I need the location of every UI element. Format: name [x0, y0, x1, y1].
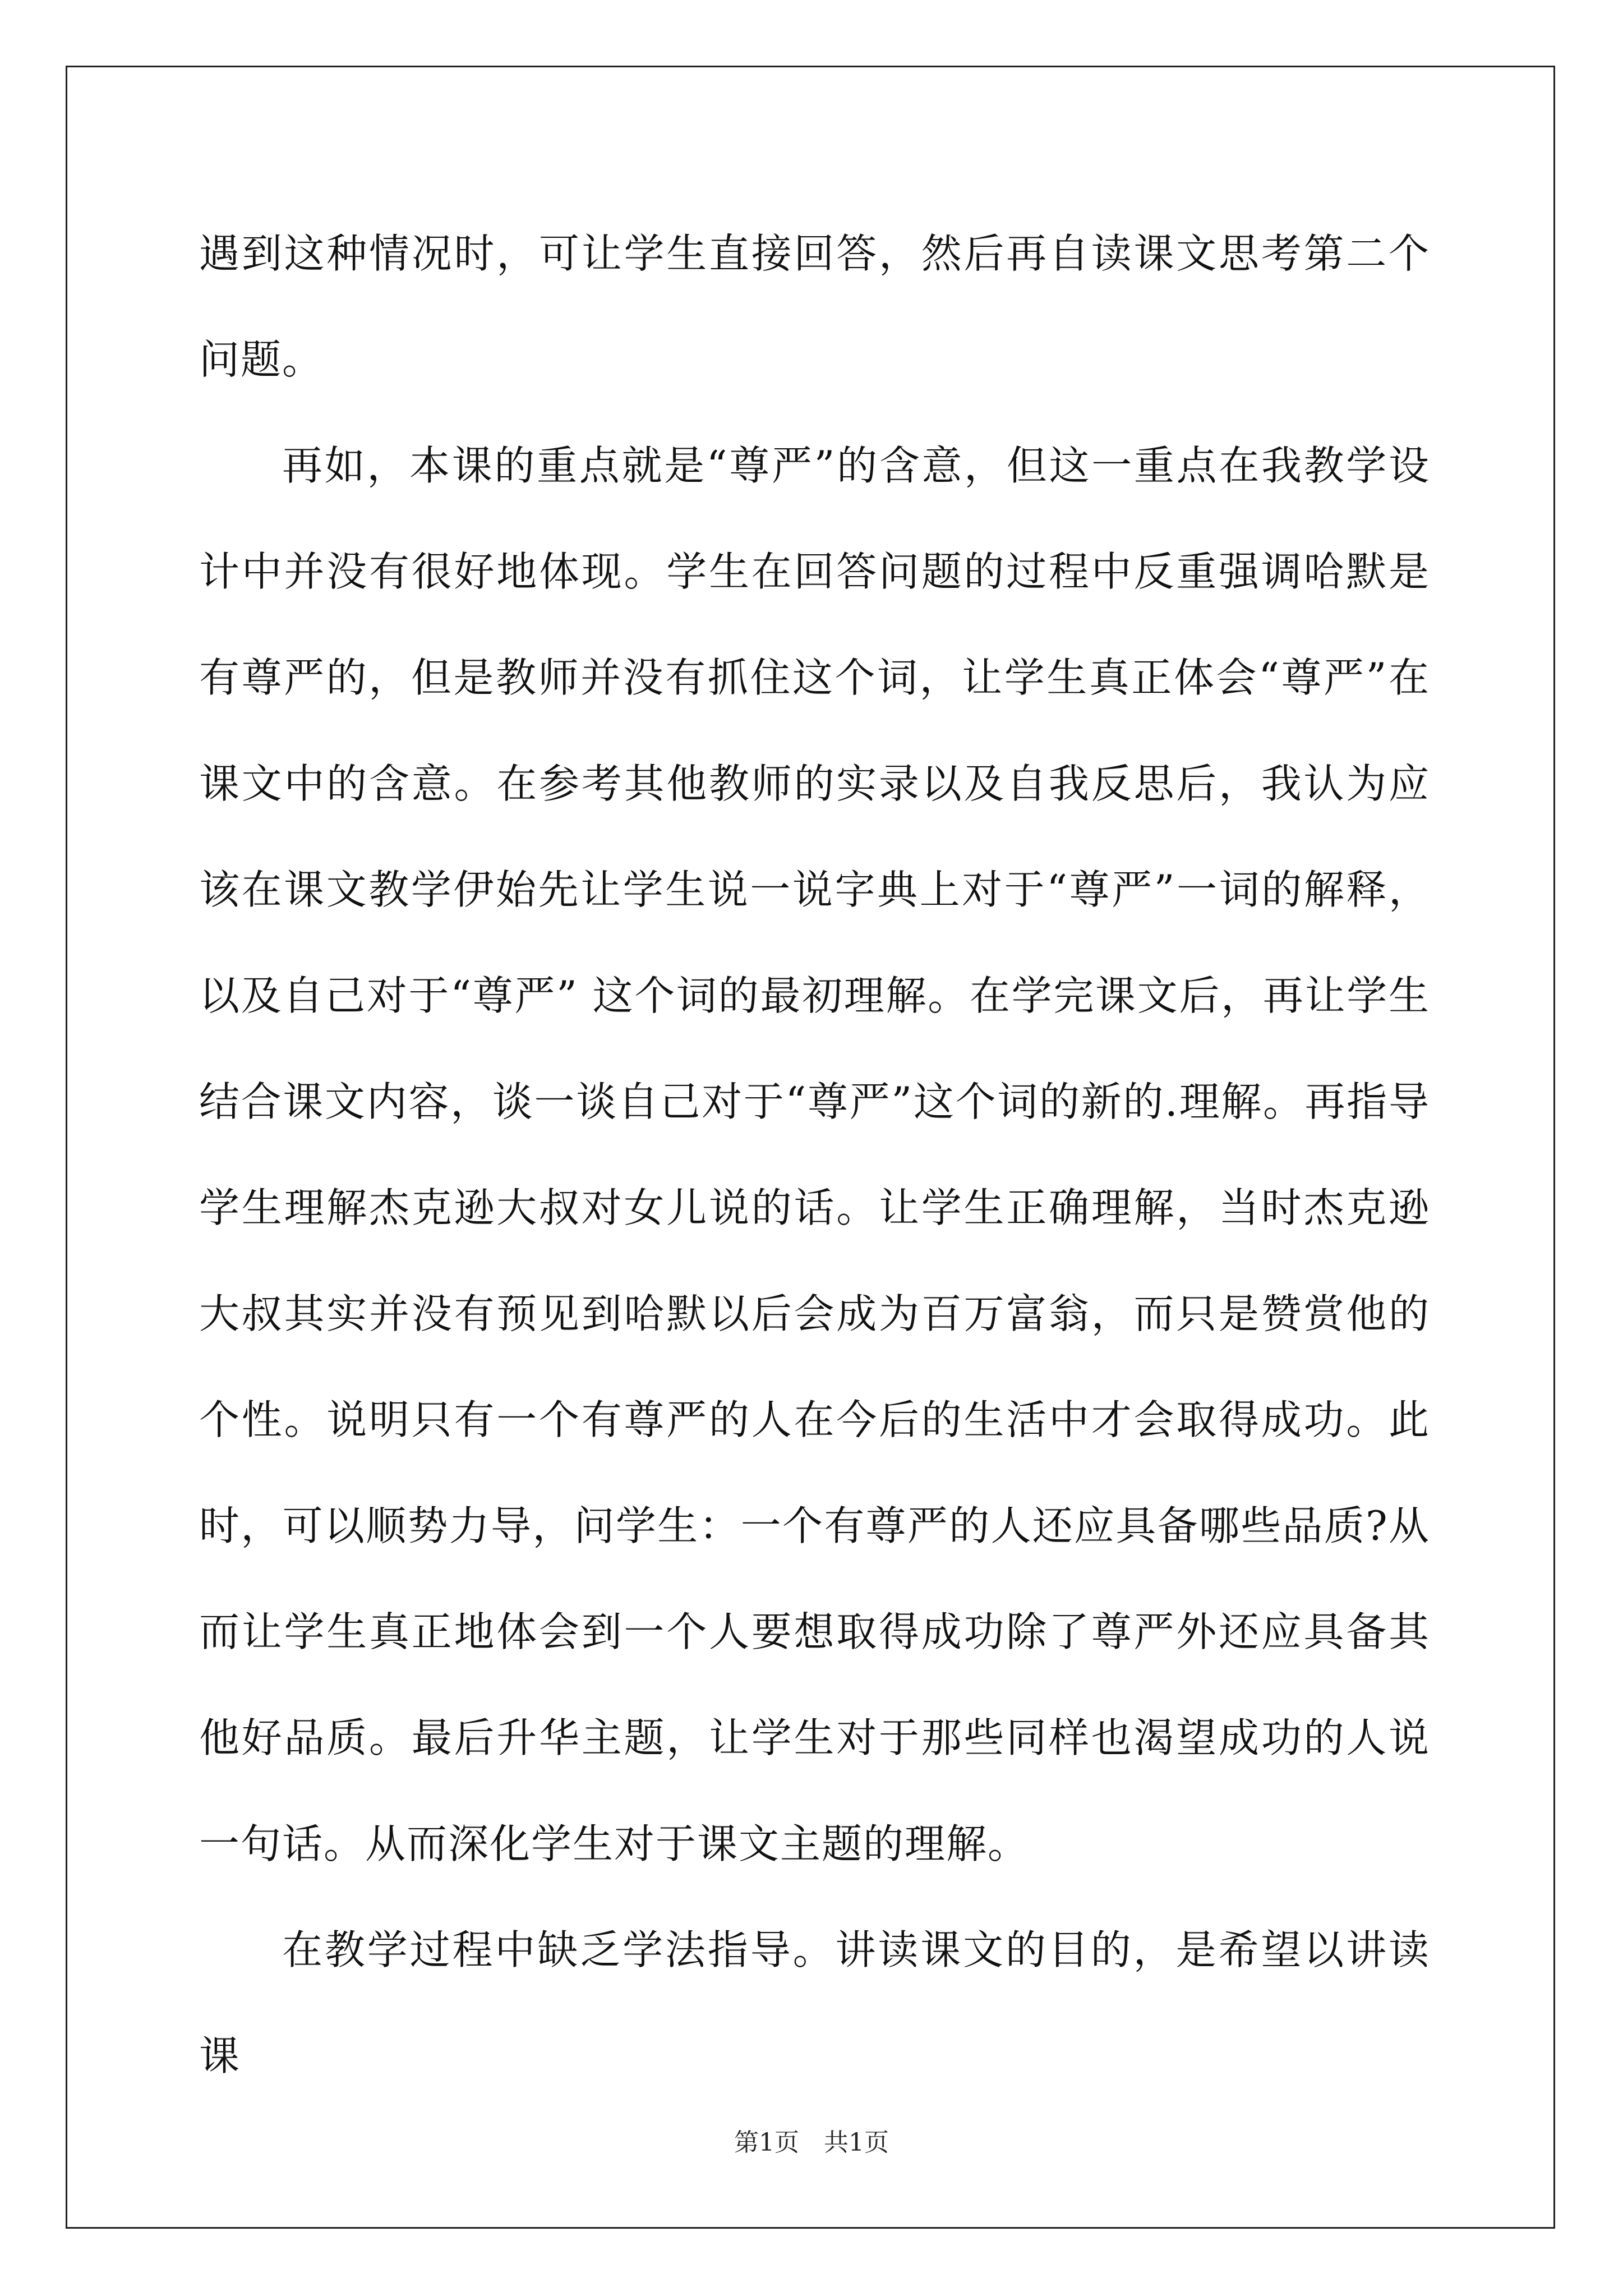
page-footer: 第1页 共1页: [734, 2128, 889, 2157]
paragraph-3: 在教学过程中缺乏学法指导。讲读课文的目的，是希望以讲读课: [199, 1926, 1430, 2079]
paragraph-1: 遇到这种情况时，可让学生直接回答，然后再自读课文思考第二个问题。: [199, 230, 1430, 383]
document-body: [199, 201, 1430, 2109]
paragraph-2: 再如，本课的重点就是“尊严”的含意，但这一重点在我教学设计中并没有很好地体现。学生在回答问题的过程中反重强调哈默是有尊严的，但是教师并没有抓住这个词，让学生真正体会“尊严”在课文中的含意。在参考其他教师的实录以及自我反思后，我认为应该在课文教学伊始先让学生说一说字典上对于“尊严”一词的解释，以及自己对于“尊严” 这个词的最初理解。在学完课文后，再让学生结合课文内容，谈一谈自己对于“尊严”这个词的新的.理解。再指导学生理解杰克逊大叔对女儿说的话。让学生正确理解，当时杰克逊大叔其实并没有预见到哈默以后会成为百万富翁，而只是赞赏他的个性。说明只有一个有尊严的人在今后的生活中才会取得成功。此时，可以顺势力导，问学生：一个有尊严的人还应具备哪些品质?从而让学生真正地体会到一个人要想取得成功除了尊严外还应具备其他好品质。最后升华主题，让学生对于那些同样也渴望成功的人说一句话。从而深化学生对于课文主题的理解。: [199, 442, 1430, 1867]
